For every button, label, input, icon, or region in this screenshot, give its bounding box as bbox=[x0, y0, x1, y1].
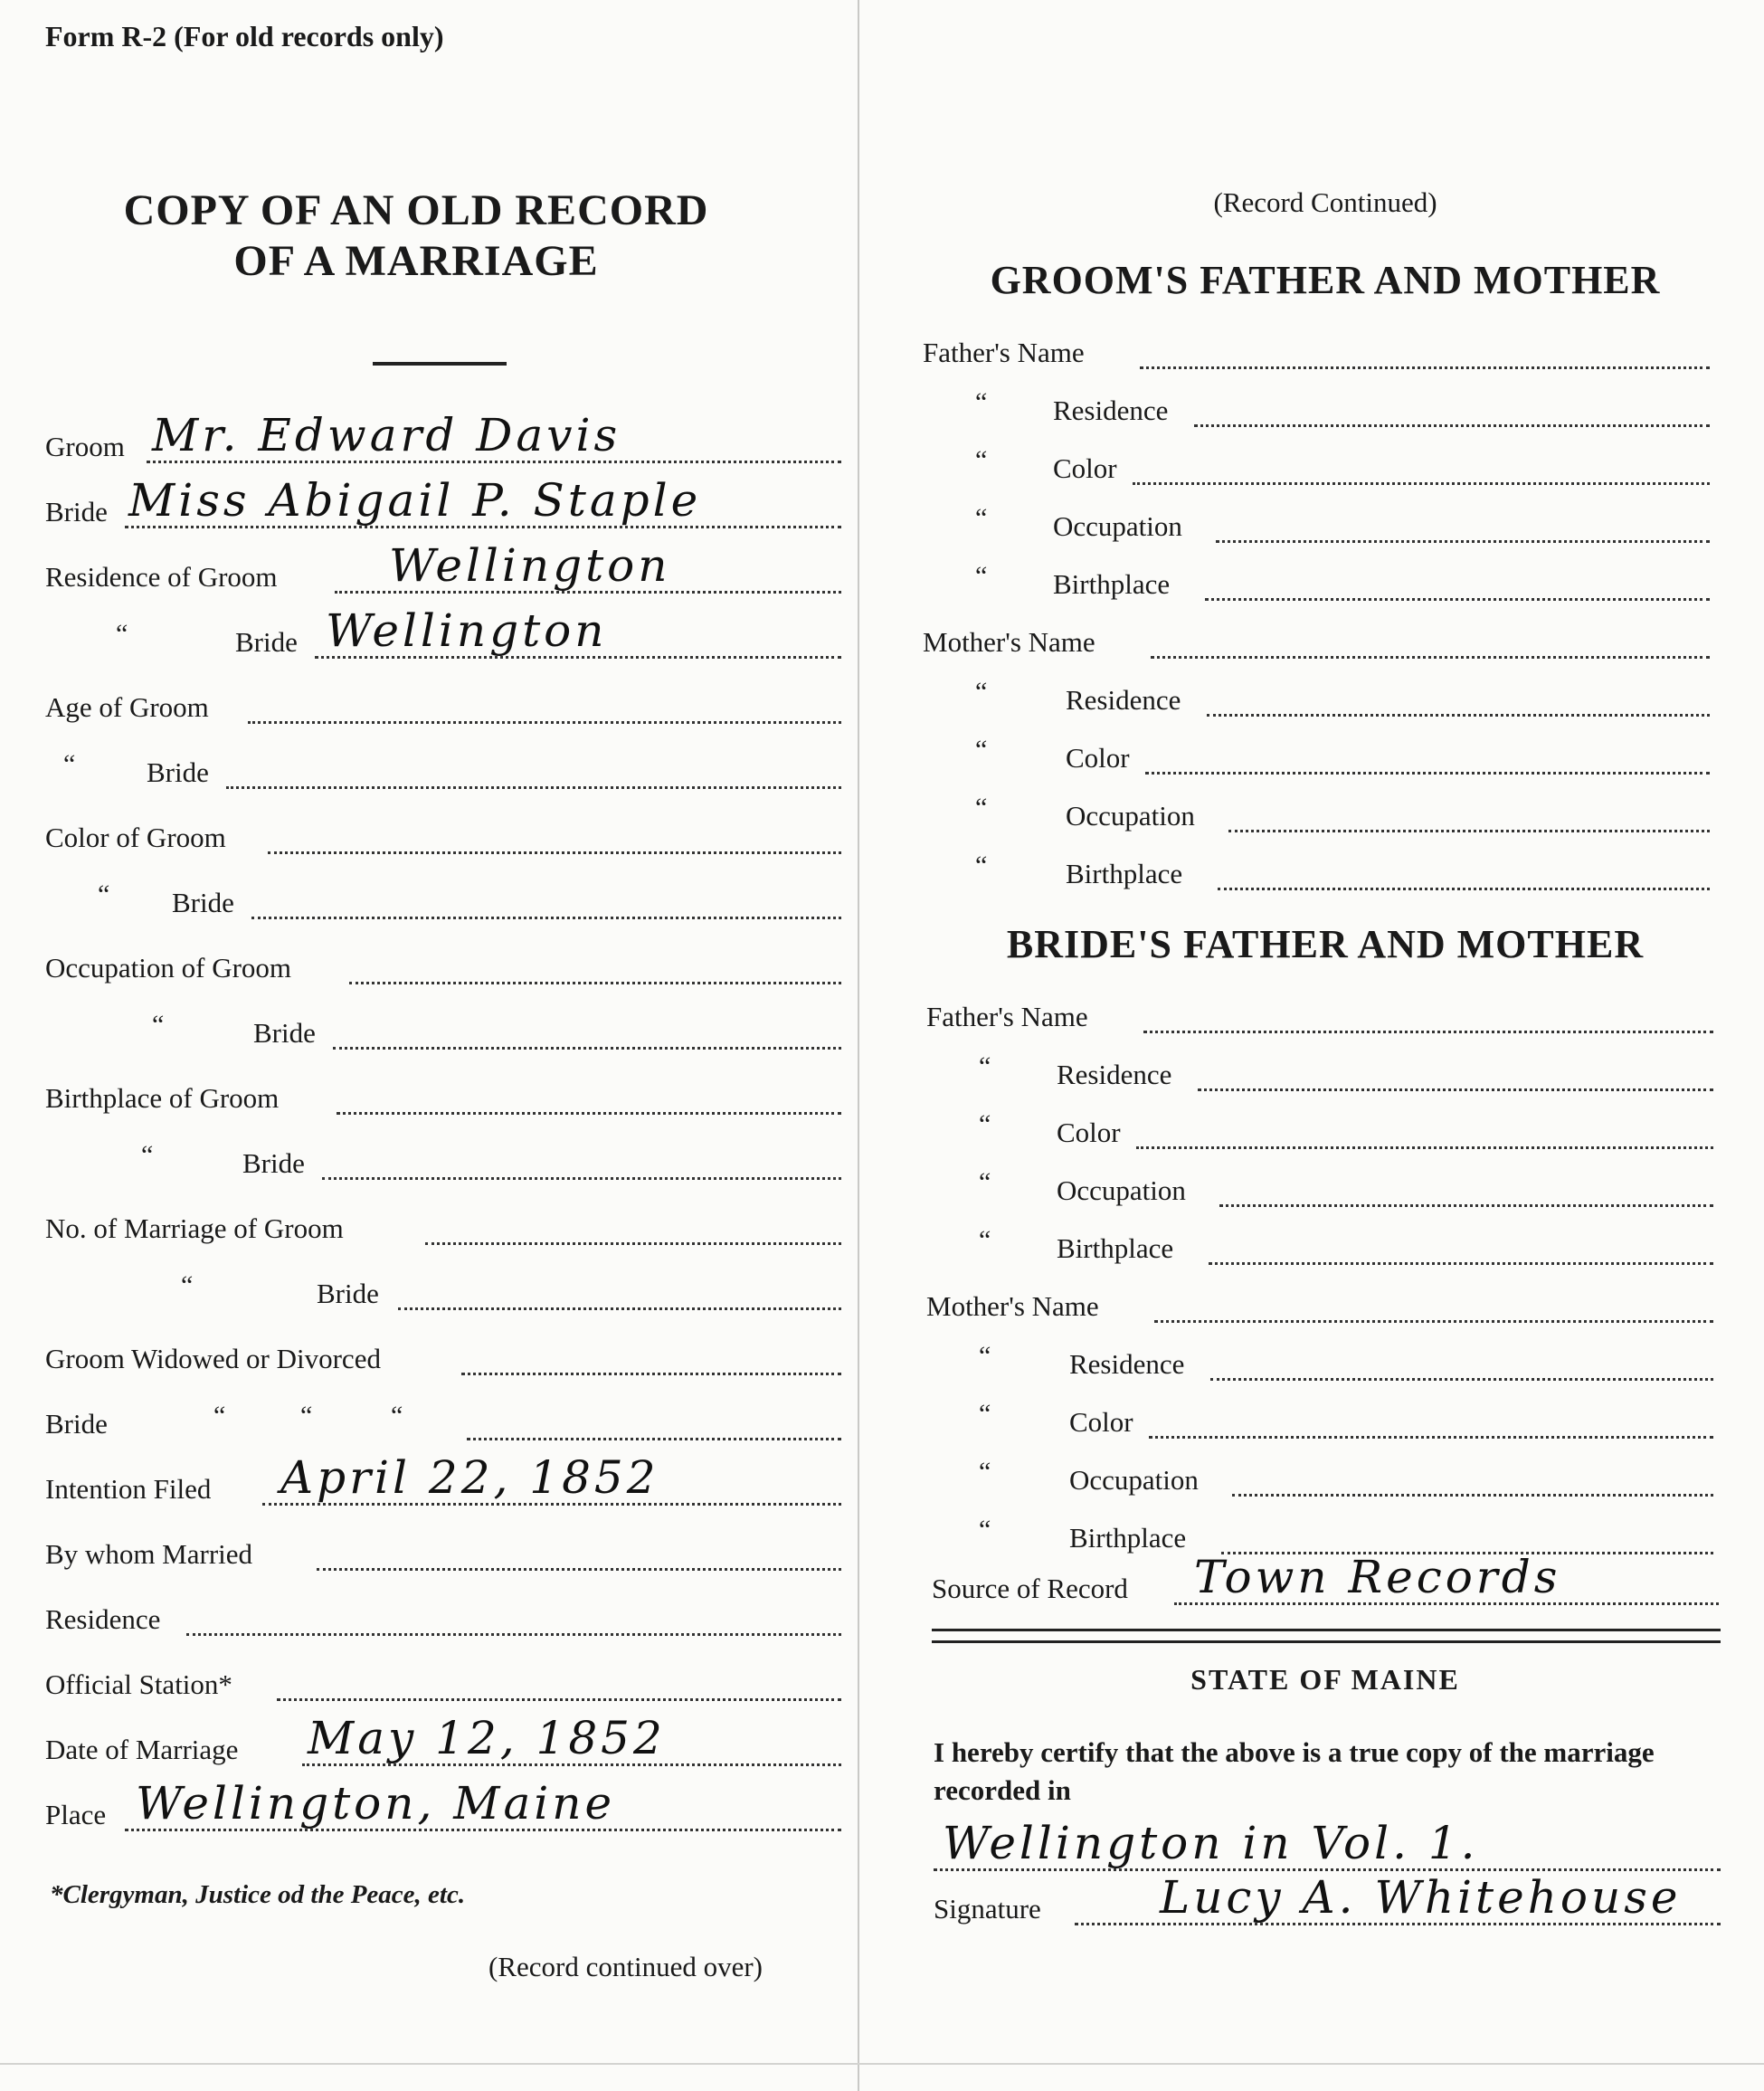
bride-value: Miss Abigail P. Staple bbox=[128, 474, 702, 527]
birthplace-groom-label: Birthplace of Groom bbox=[45, 1082, 280, 1114]
marriage-number-groom-label: No. of Marriage of Groom bbox=[45, 1212, 344, 1244]
residence-groom-field bbox=[45, 539, 841, 603]
occupation-groom-line bbox=[349, 980, 841, 984]
age-groom-label: Age of Groom bbox=[45, 691, 209, 723]
groom-label: Groom bbox=[45, 431, 125, 462]
ditto-mark: “ bbox=[391, 1401, 403, 1430]
intention-filed-field bbox=[45, 1451, 841, 1515]
place-field bbox=[45, 1777, 841, 1840]
form-number: Form R-2 (For old records only) bbox=[45, 20, 444, 52]
bride-widowed-field bbox=[45, 1395, 841, 1449]
bride-mother-occupation-line bbox=[1232, 1492, 1713, 1497]
signature-field bbox=[934, 1871, 1721, 1934]
bride-father-residence-label: Residence bbox=[1057, 1059, 1172, 1090]
ditto-mark: “ bbox=[975, 387, 988, 417]
bride-mother-residence-line bbox=[1210, 1376, 1713, 1381]
bride-mother-name-line bbox=[1154, 1318, 1713, 1323]
groom-mother-occupation-line bbox=[1228, 828, 1710, 832]
date-of-marriage-value: May 12, 1852 bbox=[308, 1712, 666, 1764]
groom-mother-name-field bbox=[923, 613, 1710, 668]
ditto-mark: “ bbox=[116, 619, 128, 649]
date-of-marriage-label: Date of Marriage bbox=[45, 1734, 239, 1765]
ditto-mark: “ bbox=[152, 1010, 165, 1040]
ditto-mark: “ bbox=[979, 1457, 991, 1487]
bride-father-birthplace-field bbox=[926, 1220, 1713, 1274]
ditto-mark: “ bbox=[979, 1225, 991, 1255]
footnote: *Clergyman, Justice od the Peace, etc. bbox=[50, 1880, 466, 1909]
groom-value: Mr. Edward Davis bbox=[152, 409, 621, 461]
marriage-number-groom-line bbox=[425, 1240, 841, 1245]
groom-mother-color-line bbox=[1145, 770, 1710, 775]
groom-father-residence-line bbox=[1194, 423, 1710, 427]
birthplace-groom-field bbox=[45, 1069, 841, 1124]
bride-widowed-line bbox=[467, 1436, 841, 1440]
birthplace-bride-line bbox=[322, 1175, 841, 1180]
occupation-groom-field bbox=[45, 939, 841, 993]
recorded-in-value: Wellington in Vol. 1. bbox=[943, 1817, 1479, 1869]
bride-father-color-line bbox=[1136, 1145, 1713, 1149]
color-groom-line bbox=[268, 850, 841, 854]
ditto-mark: “ bbox=[979, 1341, 991, 1371]
bride-mother-color-field bbox=[926, 1393, 1713, 1448]
residence-bride-field bbox=[45, 604, 841, 668]
ditto-mark: “ bbox=[975, 445, 988, 475]
ditto-mark: “ bbox=[300, 1401, 313, 1430]
ditto-mark: “ bbox=[975, 735, 988, 765]
color-bride-field bbox=[45, 874, 841, 928]
color-bride-line bbox=[251, 915, 841, 919]
residence-groom-value: Wellington bbox=[389, 539, 671, 592]
groom-father-color-field bbox=[923, 440, 1710, 494]
groom-mother-name-line bbox=[1151, 654, 1710, 659]
title-rule bbox=[373, 362, 507, 366]
groom-father-occupation-field bbox=[923, 498, 1710, 552]
ditto-mark: “ bbox=[975, 793, 988, 822]
bride-mother-occupation-field bbox=[926, 1451, 1713, 1506]
state-heading: STATE OF MAINE bbox=[1190, 1663, 1460, 1696]
bride-father-color-field bbox=[926, 1104, 1713, 1158]
ditto-mark: “ bbox=[975, 503, 988, 533]
age-bride-label: Bride bbox=[147, 756, 209, 788]
official-station-line bbox=[277, 1697, 841, 1701]
marriage-number-bride-field bbox=[45, 1265, 841, 1319]
place-value: Wellington, Maine bbox=[136, 1777, 616, 1830]
bride-mother-residence-label: Residence bbox=[1069, 1348, 1185, 1380]
bride-mother-birthplace-label: Birthplace bbox=[1069, 1522, 1187, 1554]
marriage-number-groom-field bbox=[45, 1200, 841, 1254]
bride-mother-color-label: Color bbox=[1069, 1406, 1133, 1438]
certification-text: I hereby certify that the above is a true copy of the marriage recorded in bbox=[934, 1736, 1655, 1806]
bride-field bbox=[45, 474, 841, 537]
groom-mother-occupation-field bbox=[923, 787, 1710, 841]
page-bottom-edge bbox=[0, 2063, 1764, 2065]
residence-field bbox=[45, 1591, 841, 1645]
occupation-bride-label: Bride bbox=[253, 1017, 316, 1049]
groom-mother-residence-field bbox=[923, 671, 1710, 726]
groom-mother-color-field bbox=[923, 729, 1710, 784]
groom-mother-birthplace-line bbox=[1218, 886, 1710, 890]
color-groom-field bbox=[45, 809, 841, 863]
ditto-mark: “ bbox=[213, 1401, 226, 1430]
groom-widowed-label: Groom Widowed or Divorced bbox=[45, 1343, 381, 1374]
groom-mother-residence-label: Residence bbox=[1066, 684, 1181, 716]
occupation-groom-label: Occupation of Groom bbox=[45, 952, 292, 984]
ditto-mark: “ bbox=[979, 1109, 991, 1139]
bride-mother-occupation-label: Occupation bbox=[1069, 1464, 1199, 1496]
bride-father-name-field bbox=[926, 988, 1713, 1042]
official-station-field bbox=[45, 1656, 841, 1710]
bride-father-residence-field bbox=[926, 1046, 1713, 1100]
residence-label: Residence bbox=[45, 1603, 161, 1635]
bride-widowed-label: Bride bbox=[45, 1408, 108, 1440]
source-of-record-field bbox=[932, 1551, 1719, 1614]
age-bride-line bbox=[226, 784, 841, 789]
ditto-mark: “ bbox=[975, 677, 988, 707]
groom-father-birthplace-label: Birthplace bbox=[1053, 568, 1171, 600]
record-continued-note: (Record continued over) bbox=[488, 1951, 763, 1982]
bride-father-color-label: Color bbox=[1057, 1117, 1121, 1148]
ditto-mark: “ bbox=[63, 749, 76, 779]
ditto-mark: “ bbox=[979, 1515, 991, 1544]
age-groom-field bbox=[45, 679, 841, 733]
color-bride-label: Bride bbox=[172, 887, 234, 918]
form-title-line1: COPY OF AN OLD RECORD bbox=[123, 186, 709, 234]
bride-father-occupation-field bbox=[926, 1162, 1713, 1216]
color-groom-label: Color of Groom bbox=[45, 822, 226, 853]
marriage-number-bride-line bbox=[398, 1306, 841, 1310]
groom-parents-heading: GROOM'S FATHER AND MOTHER bbox=[990, 258, 1661, 302]
birthplace-bride-label: Bride bbox=[242, 1147, 305, 1179]
groom-father-name-label: Father's Name bbox=[923, 337, 1085, 368]
bride-father-name-line bbox=[1143, 1029, 1713, 1033]
signature-value: Lucy A. Whitehouse bbox=[1160, 1871, 1682, 1924]
date-of-marriage-field bbox=[45, 1712, 841, 1775]
groom-father-color-line bbox=[1133, 480, 1710, 485]
place-label: Place bbox=[45, 1799, 107, 1830]
groom-mother-name-label: Mother's Name bbox=[923, 626, 1095, 658]
by-whom-married-label: By whom Married bbox=[45, 1538, 253, 1570]
ditto-mark: “ bbox=[98, 879, 110, 909]
intention-filed-value: April 22, 1852 bbox=[280, 1451, 659, 1504]
source-of-record-value: Town Records bbox=[1194, 1551, 1561, 1603]
groom-mother-birthplace-field bbox=[923, 845, 1710, 899]
bride-father-occupation-line bbox=[1219, 1202, 1713, 1207]
intention-filed-label: Intention Filed bbox=[45, 1473, 212, 1505]
groom-father-name-line bbox=[1140, 365, 1710, 369]
birthplace-bride-field bbox=[45, 1135, 841, 1189]
groom-father-residence-field bbox=[923, 382, 1710, 436]
groom-father-residence-label: Residence bbox=[1053, 394, 1169, 426]
residence-line bbox=[186, 1631, 841, 1636]
groom-widowed-field bbox=[45, 1330, 841, 1384]
groom-mother-birthplace-label: Birthplace bbox=[1066, 858, 1183, 889]
groom-father-name-field bbox=[923, 324, 1710, 378]
bride-mother-name-field bbox=[926, 1278, 1713, 1332]
age-bride-field bbox=[45, 744, 841, 798]
groom-father-color-label: Color bbox=[1053, 452, 1117, 484]
signature-label: Signature bbox=[934, 1893, 1041, 1925]
groom-mother-color-label: Color bbox=[1066, 742, 1130, 774]
bride-father-name-label: Father's Name bbox=[926, 1001, 1088, 1032]
by-whom-married-field bbox=[45, 1525, 841, 1580]
bride-mother-residence-field bbox=[926, 1335, 1713, 1390]
age-groom-line bbox=[248, 719, 841, 724]
ditto-mark: “ bbox=[181, 1270, 194, 1300]
ditto-mark: “ bbox=[141, 1140, 154, 1170]
groom-father-occupation-line bbox=[1216, 538, 1710, 543]
birthplace-groom-line bbox=[337, 1110, 841, 1115]
ditto-mark: “ bbox=[979, 1399, 991, 1429]
residence-bride-label: Bride bbox=[235, 626, 298, 658]
bride-father-residence-line bbox=[1198, 1087, 1713, 1091]
occupation-bride-line bbox=[333, 1045, 841, 1050]
groom-father-birthplace-line bbox=[1205, 596, 1710, 601]
ditto-mark: “ bbox=[975, 561, 988, 591]
double-rule bbox=[932, 1629, 1721, 1643]
occupation-bride-field bbox=[45, 1004, 841, 1059]
form-title-line2: OF A MARRIAGE bbox=[233, 237, 599, 285]
groom-mother-occupation-label: Occupation bbox=[1066, 800, 1195, 832]
groom-father-occupation-label: Occupation bbox=[1053, 510, 1182, 542]
residence-groom-label: Residence of Groom bbox=[45, 561, 278, 593]
page-divider bbox=[858, 0, 859, 2091]
groom-father-birthplace-field bbox=[923, 556, 1710, 610]
bride-mother-color-line bbox=[1149, 1434, 1713, 1439]
bride-label: Bride bbox=[45, 496, 108, 528]
residence-bride-value: Wellington bbox=[326, 604, 608, 657]
bride-father-occupation-label: Occupation bbox=[1057, 1174, 1186, 1206]
bride-father-birthplace-line bbox=[1209, 1260, 1713, 1265]
groom-widowed-line bbox=[461, 1371, 841, 1375]
form-title bbox=[54, 185, 778, 287]
by-whom-married-line bbox=[317, 1566, 841, 1571]
official-station-label: Official Station* bbox=[45, 1668, 232, 1700]
bride-father-birthplace-label: Birthplace bbox=[1057, 1232, 1174, 1264]
record-continued-heading: (Record Continued) bbox=[1213, 186, 1437, 218]
marriage-number-bride-label: Bride bbox=[317, 1278, 379, 1309]
groom-field bbox=[45, 409, 841, 472]
ditto-mark: “ bbox=[975, 851, 988, 880]
ditto-mark: “ bbox=[979, 1051, 991, 1081]
groom-mother-residence-line bbox=[1207, 712, 1710, 717]
bride-parents-heading: BRIDE'S FATHER AND MOTHER bbox=[1006, 922, 1645, 966]
bride-mother-name-label: Mother's Name bbox=[926, 1290, 1099, 1322]
source-of-record-label: Source of Record bbox=[932, 1573, 1128, 1604]
ditto-mark: “ bbox=[979, 1167, 991, 1197]
